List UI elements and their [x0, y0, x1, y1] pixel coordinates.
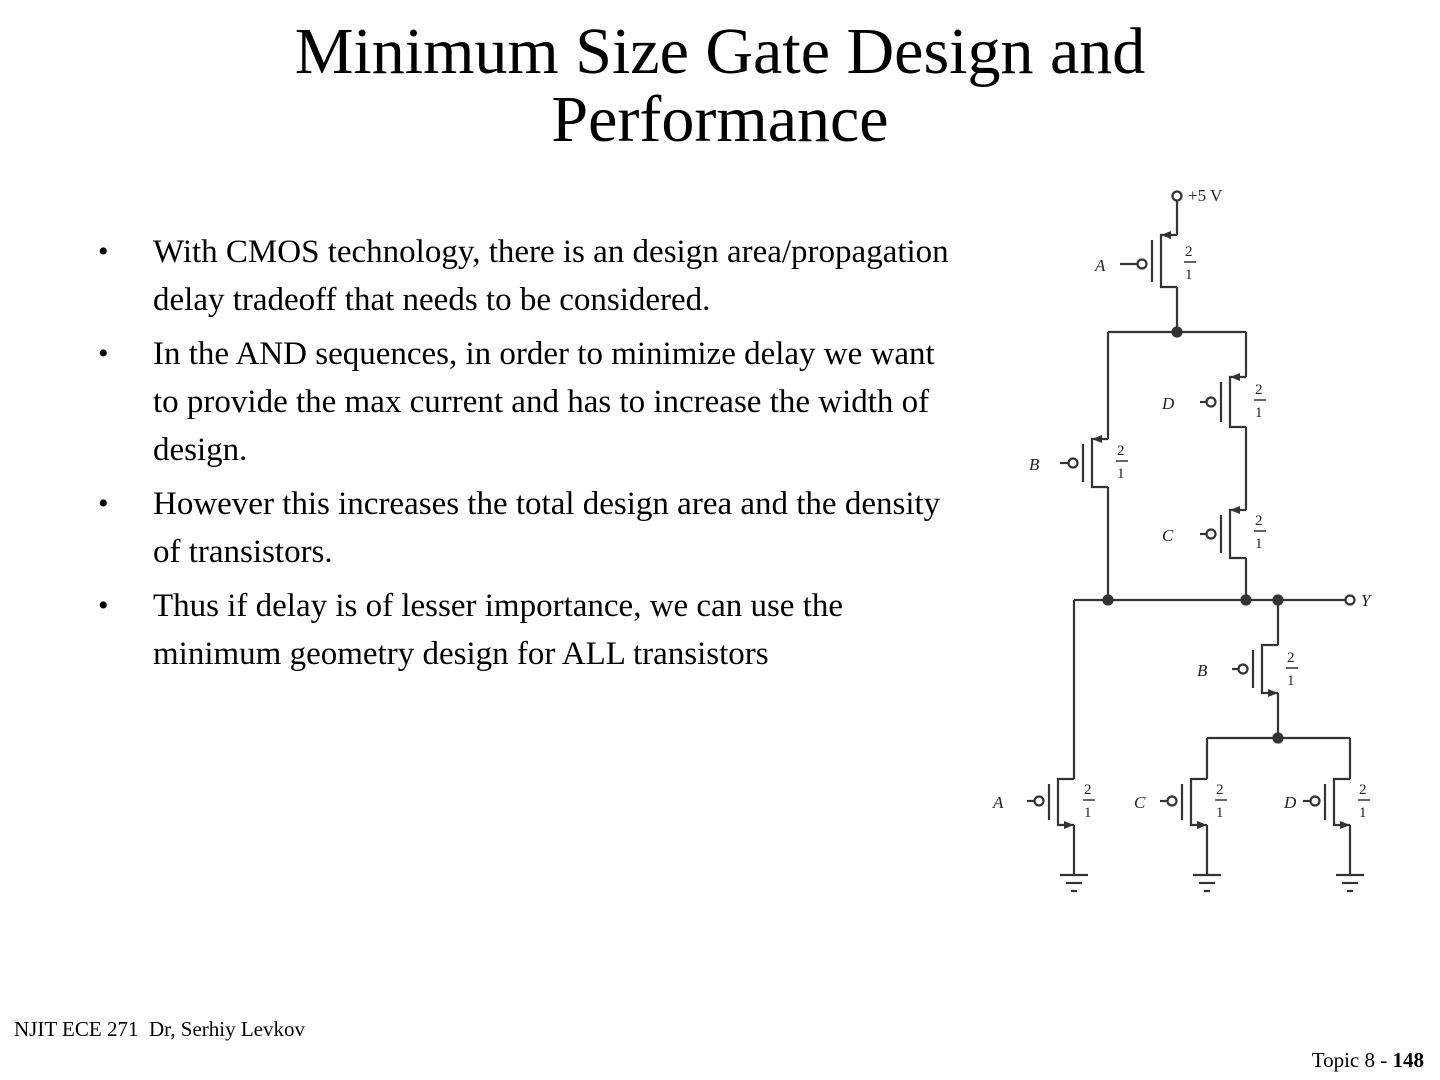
bullet-dot: • — [98, 337, 109, 370]
nmos-c-transistor — [1134, 779, 1227, 829]
svg-text:D: D — [1162, 394, 1175, 413]
bullet-text: With CMOS technology, there is an design area/propagation delay tradeoff that needs to be considered. — [153, 234, 949, 318]
supply-terminal — [1173, 192, 1182, 201]
nmos-d-transistor — [1283, 779, 1370, 829]
bullet-dot: • — [98, 487, 109, 520]
nmos-a-transistor — [992, 779, 1095, 829]
bullet-dot: • — [98, 589, 109, 622]
svg-text:2: 2 — [1359, 782, 1367, 798]
svg-text:B: B — [1029, 455, 1040, 474]
svg-text:2: 2 — [1287, 650, 1295, 666]
svg-text:1: 1 — [1216, 805, 1224, 821]
svg-text:1: 1 — [1287, 673, 1295, 689]
ground-symbol — [1336, 875, 1364, 891]
slide-title — [0, 15, 1440, 156]
svg-text:1: 1 — [1117, 466, 1125, 482]
footer-page-number — [1312, 1048, 1424, 1073]
pmos-d-transistor — [1161, 373, 1266, 427]
svg-text:2: 2 — [1216, 782, 1224, 798]
svg-text:2: 2 — [1084, 782, 1092, 798]
bullet-list — [98, 228, 958, 684]
node-dot — [1104, 596, 1113, 605]
cmos-circuit-diagram — [980, 175, 1400, 925]
ground-symbol — [1193, 875, 1221, 891]
svg-text:B: B — [1197, 661, 1208, 680]
svg-text:1: 1 — [1084, 805, 1092, 821]
footer-page: 148 — [1392, 1048, 1424, 1072]
bullet-item — [98, 582, 958, 678]
title-line-1: Minimum Size Gate Design and — [294, 15, 1146, 88]
svg-text:2: 2 — [1255, 382, 1263, 398]
node-dot — [1242, 596, 1251, 605]
bullet-text: Thus if delay is of lesser importance, we can use the minimum geometry design for ALL transistors — [153, 588, 844, 672]
footer-course-info: NJIT ECE 271 Dr, Serhiy Levkov — [14, 1017, 305, 1041]
bullet-item — [98, 480, 958, 576]
svg-text:2: 2 — [1117, 443, 1125, 459]
output-terminal — [1346, 596, 1355, 605]
svg-text:2: 2 — [1185, 244, 1193, 260]
bullet-text: In the AND sequences, in order to minimize delay we want to provide the max current and has to increase the width of design. — [153, 336, 935, 468]
svg-text:A: A — [993, 793, 1004, 812]
footer-topic: Topic 8 - — [1311, 1048, 1393, 1072]
svg-text:C: C — [1162, 526, 1174, 545]
nmos-b-transistor — [1197, 645, 1298, 697]
pmos-b-transistor — [1029, 435, 1128, 487]
svg-text:1: 1 — [1255, 405, 1263, 421]
svg-text:1: 1 — [1185, 267, 1193, 283]
title-line-2: Performance — [551, 83, 889, 156]
supply-label: +5 V — [1188, 186, 1223, 205]
bullet-item — [98, 228, 958, 324]
svg-text:1: 1 — [1359, 805, 1367, 821]
svg-text:D: D — [1284, 793, 1297, 812]
pmos-a-transistor — [1094, 231, 1196, 287]
svg-text:1: 1 — [1255, 536, 1263, 552]
bullet-item — [98, 330, 958, 474]
bullet-text: However this increases the total design area and the density of transistors. — [153, 486, 941, 570]
pmos-c-transistor — [1162, 506, 1266, 558]
ground-symbol — [1060, 875, 1088, 891]
svg-text:A: A — [1095, 256, 1106, 275]
svg-text:C: C — [1134, 793, 1146, 812]
bullet-dot: • — [98, 235, 109, 268]
output-label: Y — [1361, 591, 1371, 610]
svg-text:2: 2 — [1255, 513, 1263, 529]
